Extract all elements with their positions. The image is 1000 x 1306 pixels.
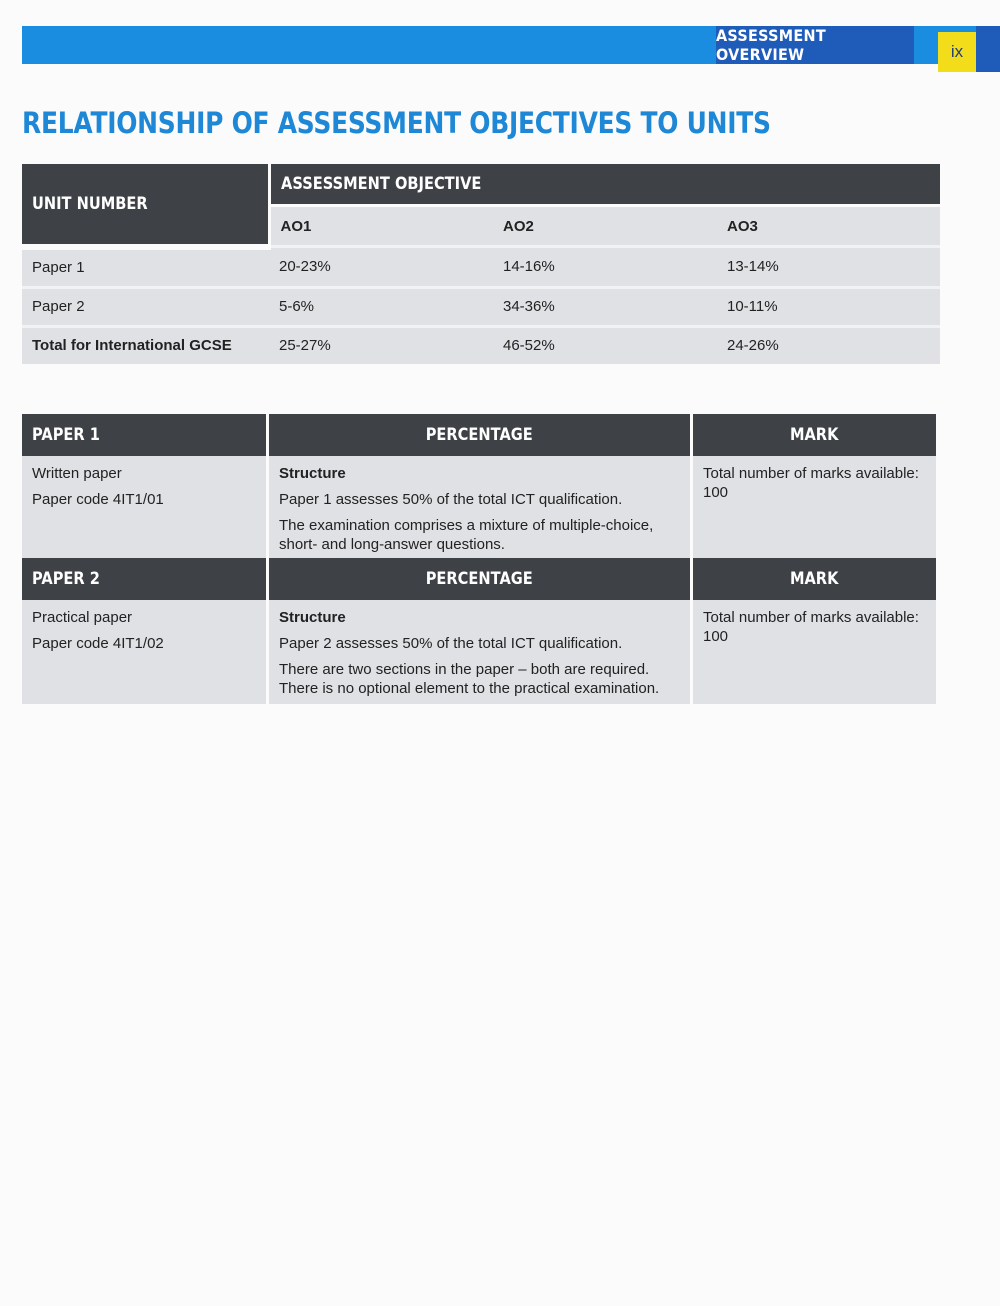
paper-type: Practical paper (32, 609, 133, 626)
paper-code: Paper code 4IT1/01 (32, 491, 164, 508)
marks-value: 100 (703, 484, 729, 501)
assessment-objective-header: ASSESSMENT OBJECTIVE (269, 164, 940, 206)
table-row (22, 326, 940, 364)
percentage-header: PERCENTAGE (269, 414, 693, 456)
structure-label: Structure (279, 609, 346, 626)
marks-text: Total number of marks available: (703, 465, 919, 482)
paper-info-cell (22, 600, 269, 704)
structure-line: Paper 1 assesses 50% of the total ICT qualification. (279, 491, 623, 508)
table-row (22, 287, 940, 326)
marks-value: 100 (703, 628, 729, 645)
paper-code: Paper code 4IT1/02 (32, 635, 164, 652)
paper-1-table (22, 414, 936, 560)
header-band-end (976, 26, 1000, 72)
percentage-header: PERCENTAGE (269, 558, 693, 600)
mark-header: MARK (693, 558, 936, 600)
paper-type: Written paper (32, 465, 122, 482)
structure-label: Structure (279, 465, 346, 482)
marks-text: Total number of marks available: (703, 609, 919, 626)
ao1-cell: 25-27% (269, 326, 493, 364)
marks-cell (693, 600, 936, 704)
unit-cell: Total for International GCSE (22, 326, 269, 364)
unit-cell: Paper 2 (22, 287, 269, 326)
assessment-objective-table (22, 164, 940, 364)
ao2-cell: 46-52% (493, 326, 717, 364)
table-row (22, 247, 940, 288)
unit-number-header: UNIT NUMBER (22, 164, 269, 247)
unit-cell: Paper 1 (22, 247, 269, 288)
ao1-cell: 20-23% (269, 247, 493, 288)
ao3-cell: 24-26% (717, 326, 940, 364)
ao3-cell: 13-14% (717, 247, 940, 288)
ao2-cell: 34-36% (493, 287, 717, 326)
column-header-ao3: AO3 (717, 206, 940, 247)
column-header-ao1: AO1 (269, 206, 493, 247)
paper-2-table (22, 558, 936, 704)
paper-heading: PAPER 2 (22, 558, 269, 600)
page-title: RELATIONSHIP OF ASSESSMENT OBJECTIVES TO UNITS (22, 106, 771, 140)
structure-line: The examination comprises a mixture of multiple-choice, short- and long-answer questions. (279, 517, 654, 553)
section-title: ASSESSMENT OVERVIEW (716, 26, 914, 64)
structure-cell (269, 456, 693, 560)
column-header-ao2: AO2 (493, 206, 717, 247)
mark-header: MARK (693, 414, 936, 456)
ao3-cell: 10-11% (717, 287, 940, 326)
paper-heading: PAPER 1 (22, 414, 269, 456)
structure-line: There are two sections in the paper – both are required. There is no optional element to the practical examination. (279, 661, 660, 697)
ao2-cell: 14-16% (493, 247, 717, 288)
ao1-cell: 5-6% (269, 287, 493, 326)
paper-info-cell (22, 456, 269, 560)
structure-line: Paper 2 assesses 50% of the total ICT qualification. (279, 635, 623, 652)
page-number: ix (938, 32, 976, 72)
marks-cell (693, 456, 936, 560)
structure-cell (269, 600, 693, 704)
